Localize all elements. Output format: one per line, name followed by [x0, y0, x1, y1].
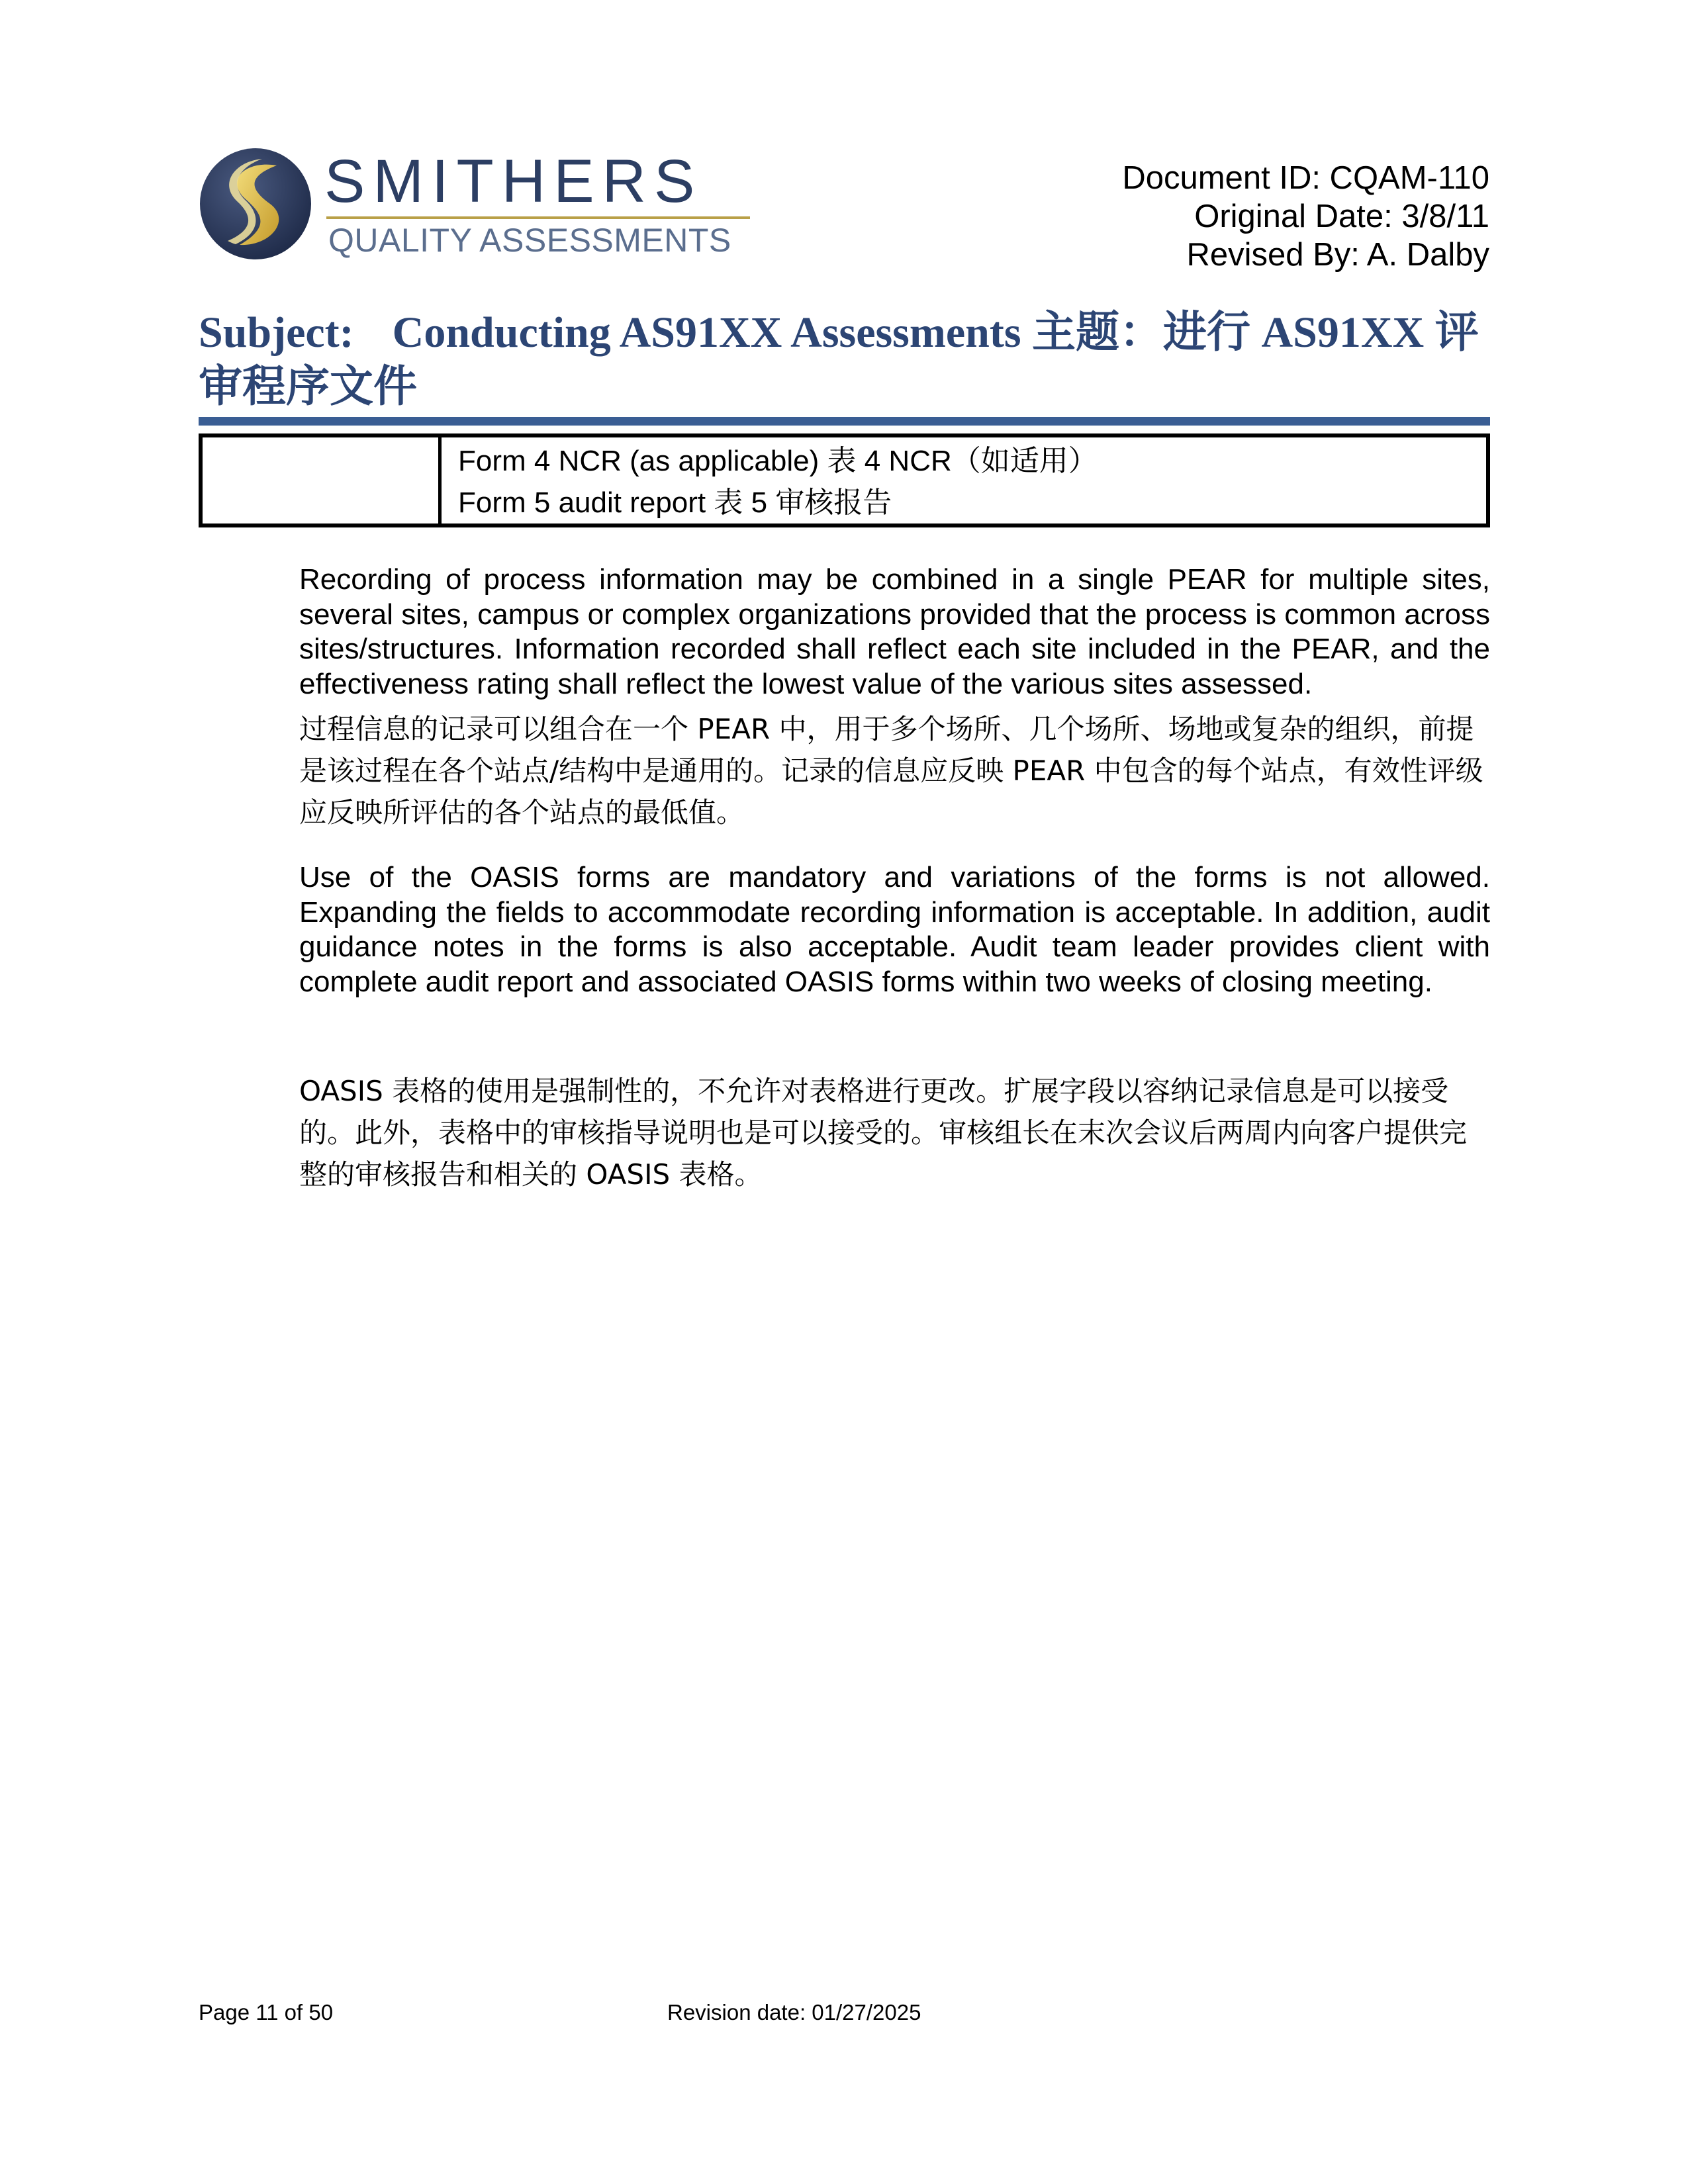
- paragraph-process-en: Recording of process information may be combined in a single PEAR for multiple sites, several sites, campus or complex organizations provided that the process is common across sites/structures. Information recorded shall reflect each site included in the PEAR, and the effectiveness rating shall reflect the lowest value of the various sites assessed.: [299, 563, 1490, 700]
- subject-label: Subject:: [199, 308, 354, 357]
- header-divider: [199, 417, 1490, 426]
- logo-subtitle: QUALITY ASSESSMENTS: [328, 222, 731, 259]
- revised-by: Revised By: A. Dalby: [1186, 237, 1489, 273]
- document-id: Document ID: CQAM-110: [1122, 160, 1489, 196]
- document-meta: [1122, 159, 1489, 274]
- company-logo: [199, 147, 755, 261]
- subject-heading: [199, 306, 1489, 414]
- page-number: Page 11 of 50: [199, 2000, 334, 2025]
- paragraph-oasis-en: Use of the OASIS forms are mandatory and variations of the forms is not allowed. Expanding the fields to accommodate recording information is acceptable. In addition, audit guidance notes in the forms is also acceptable. Audit team leader provides client with complete audit report and associated OASIS forms within two weeks of closing meeting.: [299, 861, 1490, 998]
- forms-table: [199, 433, 1490, 527]
- logo-wordmark: SMITHERS: [324, 148, 703, 215]
- table-row: Form 4 NCR (as applicable) 表 4 NCR（如适用）: [458, 445, 1098, 477]
- smithers-logo-icon: [199, 147, 312, 261]
- table-forms-cell: [458, 440, 1098, 523]
- paragraph-process-zh: 过程信息的记录可以组合在一个 PEAR 中，用于多个场所、几个场所、场地或复杂的组织，前提是该过程在各个站点/结构中是通用的。记录的信息应反映 PEAR 中包含的每个站点，有效性评级应反映所评估的各个站点的最低值。: [299, 713, 1483, 829]
- original-date: Original Date: 3/8/11: [1194, 199, 1489, 234]
- table-empty-cell: [203, 437, 442, 523]
- table-row: Form 5 audit report 表 5 审核报告: [458, 486, 892, 519]
- paragraph-oasis-zh: OASIS 表格的使用是强制性的，不允许对表格进行更改。扩展字段以容纳记录信息是可以接受的。此外，表格中的审核指导说明也是可以接受的。审核组长在末次会议后两周内向客户提供完整的审核报告和相关的 OASIS 表格。: [299, 1075, 1468, 1191]
- subject-text: Conducting AS91XX Assessments 主题：进行 AS91XX 评审程序文件: [199, 308, 1479, 411]
- logo-divider: [326, 216, 750, 219]
- revision-date: Revision date: 01/27/2025: [667, 2000, 921, 2025]
